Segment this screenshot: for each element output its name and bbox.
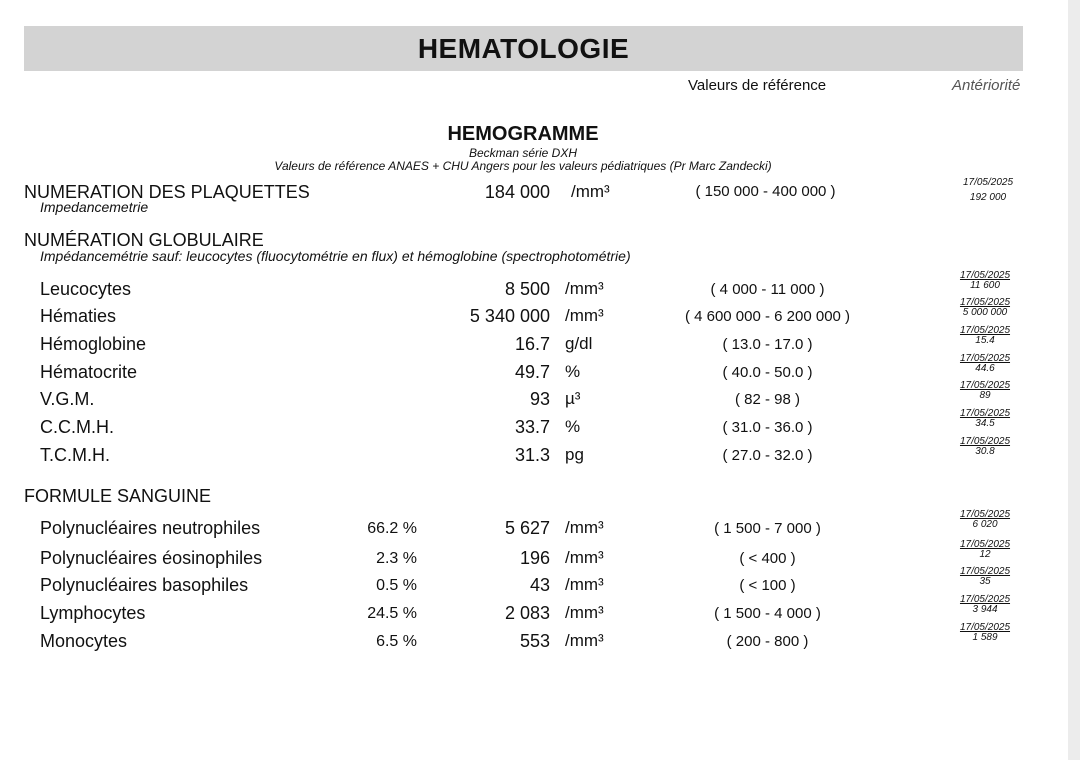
analyte-unit: µ³ <box>565 389 581 408</box>
reference-column-header: Valeurs de référence <box>688 77 827 94</box>
analyte-reference: ( 4 600 000 - 6 200 000 ) <box>684 308 851 325</box>
analyte-anteriority <box>940 623 1030 643</box>
numeration-title: NUMÉRATION GLOBULAIRE <box>24 230 264 250</box>
ant-value: 6 020 <box>972 519 998 530</box>
analyte-value: 33.7 <box>514 417 550 437</box>
analyte-unit: /mm³ <box>565 518 604 537</box>
analyte-value: 196 <box>519 548 550 568</box>
analyte-percent: 24.5 % <box>367 605 417 622</box>
analyte-value: 16.7 <box>514 334 550 354</box>
plaquettes-anteriority <box>943 178 1033 203</box>
analyte-percent: 0.5 % <box>376 577 417 594</box>
reference-source-note: Valeurs de référence ANAES + CHU Angers pour les valeurs pédiatriques (Pr Marc Zandecki) <box>274 159 772 173</box>
analyte-value: 93 <box>529 389 550 409</box>
plaquettes-ref: ( 150 000 - 400 000 ) <box>695 183 836 200</box>
anteriority-column-header: Antériorité <box>952 77 1021 94</box>
analyte-reference: ( 13.0 - 17.0 ) <box>722 336 813 353</box>
analyte-anteriority <box>940 595 1030 615</box>
section-title: HEMATOLOGIE <box>417 33 630 64</box>
ant-date: 17/05/2025 <box>959 380 1011 391</box>
analyte-anteriority <box>940 409 1030 429</box>
analyte-reference: ( 40.0 - 50.0 ) <box>722 364 813 381</box>
ant-value: 1 589 <box>972 632 998 643</box>
ant-value: 192 000 <box>969 192 1007 203</box>
hemogramme-title: HEMOGRAMME <box>447 123 599 145</box>
analyte-anteriority <box>940 298 1030 318</box>
analyte-unit: pg <box>565 445 584 464</box>
ant-value: 44.6 <box>975 363 995 374</box>
analyte-reference: ( 4 000 - 11 000 ) <box>710 281 825 298</box>
ant-date: 17/05/2025 <box>959 297 1011 308</box>
analyte-percent: 6.5 % <box>376 633 417 650</box>
analyte-value: 2 083 <box>504 603 550 623</box>
analyte-anteriority <box>940 326 1030 346</box>
analyte-reference: ( 200 - 800 ) <box>726 633 809 650</box>
plaquettes-unit: /mm³ <box>571 182 610 201</box>
analyte-name: Polynucléaires éosinophiles <box>40 548 263 568</box>
analyte-unit: /mm³ <box>565 631 604 650</box>
formule-title: FORMULE SANGUINE <box>24 486 212 506</box>
ant-value: 3 944 <box>972 604 998 615</box>
analyte-unit: % <box>565 417 581 436</box>
analyte-value: 553 <box>519 631 550 651</box>
ant-date: 17/05/2025 <box>959 408 1011 419</box>
page-edge-shadow <box>1068 0 1080 760</box>
analyte-percent: 2.3 % <box>376 550 417 567</box>
instrument-note: Beckman série DXH <box>468 146 578 160</box>
ant-value: 89 <box>979 390 991 401</box>
analyte-anteriority <box>940 437 1030 457</box>
analyte-name: Polynucléaires neutrophiles <box>40 518 261 538</box>
analyte-unit: g/dl <box>565 334 593 353</box>
ant-date: 17/05/2025 <box>959 622 1011 633</box>
analyte-anteriority <box>940 271 1030 291</box>
analyte-anteriority <box>940 540 1030 560</box>
analyte-anteriority <box>940 381 1030 401</box>
analyte-name: Hémoglobine <box>40 334 147 354</box>
ant-value: 11 600 <box>970 280 1000 291</box>
analyte-unit: /mm³ <box>565 575 604 594</box>
plaquettes-value: 184 000 <box>484 182 550 202</box>
analyte-value: 31.3 <box>514 445 550 465</box>
plaquettes-title: NUMERATION DES PLAQUETTES <box>24 182 310 202</box>
analyte-reference: ( 82 - 98 ) <box>734 391 801 408</box>
analyte-anteriority <box>940 354 1030 374</box>
analyte-name: C.C.M.H. <box>40 417 114 437</box>
analyte-name: Monocytes <box>40 631 128 651</box>
analyte-value: 5 340 000 <box>469 306 550 326</box>
ant-value: 15.4 <box>975 335 995 346</box>
analyte-name: Lymphocytes <box>40 603 146 623</box>
ant-date: 17/05/2025 <box>959 270 1011 281</box>
analyte-value: 8 500 <box>504 279 550 299</box>
ant-value: 12 <box>979 549 991 560</box>
analyte-value: 43 <box>529 575 550 595</box>
analyte-name: Hématocrite <box>40 362 138 382</box>
analyte-name: Polynucléaires basophiles <box>40 575 249 595</box>
ant-date: 17/05/2025 <box>959 539 1011 550</box>
ant-value: 34.5 <box>975 418 995 429</box>
ant-value: 5 000 000 <box>962 307 1008 318</box>
numeration-method: Impédancemétrie sauf: leucocytes (fluocytométrie en flux) et hémoglobine (spectrophotométrie) <box>40 248 631 264</box>
ant-value: 30.8 <box>975 446 995 457</box>
analyte-name: T.C.M.H. <box>40 445 110 465</box>
analyte-name: V.G.M. <box>40 389 95 409</box>
analyte-reference: ( 1 500 - 4 000 ) <box>714 605 821 622</box>
plaquettes-method: Impedancemetrie <box>40 199 149 215</box>
analyte-percent: 66.2 % <box>367 520 417 537</box>
analyte-unit: /mm³ <box>565 603 604 622</box>
ant-date: 17/05/2025 <box>959 509 1011 520</box>
analyte-reference: ( 31.0 - 36.0 ) <box>722 419 813 436</box>
analyte-anteriority <box>940 567 1030 587</box>
ant-date: 17/05/2025 <box>959 594 1011 605</box>
analyte-value: 49.7 <box>514 362 550 382</box>
analyte-unit: % <box>565 362 581 381</box>
analyte-reference: ( < 400 ) <box>739 550 796 567</box>
ant-date: 17/05/2025 <box>959 353 1011 364</box>
analyte-name: Hématies <box>40 306 117 326</box>
section-header-bar <box>24 26 1023 71</box>
ant-date: 17/05/2025 <box>959 566 1011 577</box>
analyte-unit: /mm³ <box>565 279 604 298</box>
analyte-value: 5 627 <box>504 518 550 538</box>
ant-date: 17/05/2025 <box>959 436 1011 447</box>
analyte-name: Leucocytes <box>40 279 132 299</box>
ant-value: 35 <box>979 576 991 587</box>
analyte-anteriority <box>940 510 1030 530</box>
analyte-unit: /mm³ <box>565 306 604 325</box>
analyte-reference: ( 27.0 - 32.0 ) <box>722 447 813 464</box>
ant-date: 17/05/2025 <box>959 325 1011 336</box>
analyte-reference: ( < 100 ) <box>739 577 796 594</box>
analyte-unit: /mm³ <box>565 548 604 567</box>
analyte-reference: ( 1 500 - 7 000 ) <box>714 520 821 537</box>
ant-date: 17/05/2025 <box>962 177 1014 188</box>
